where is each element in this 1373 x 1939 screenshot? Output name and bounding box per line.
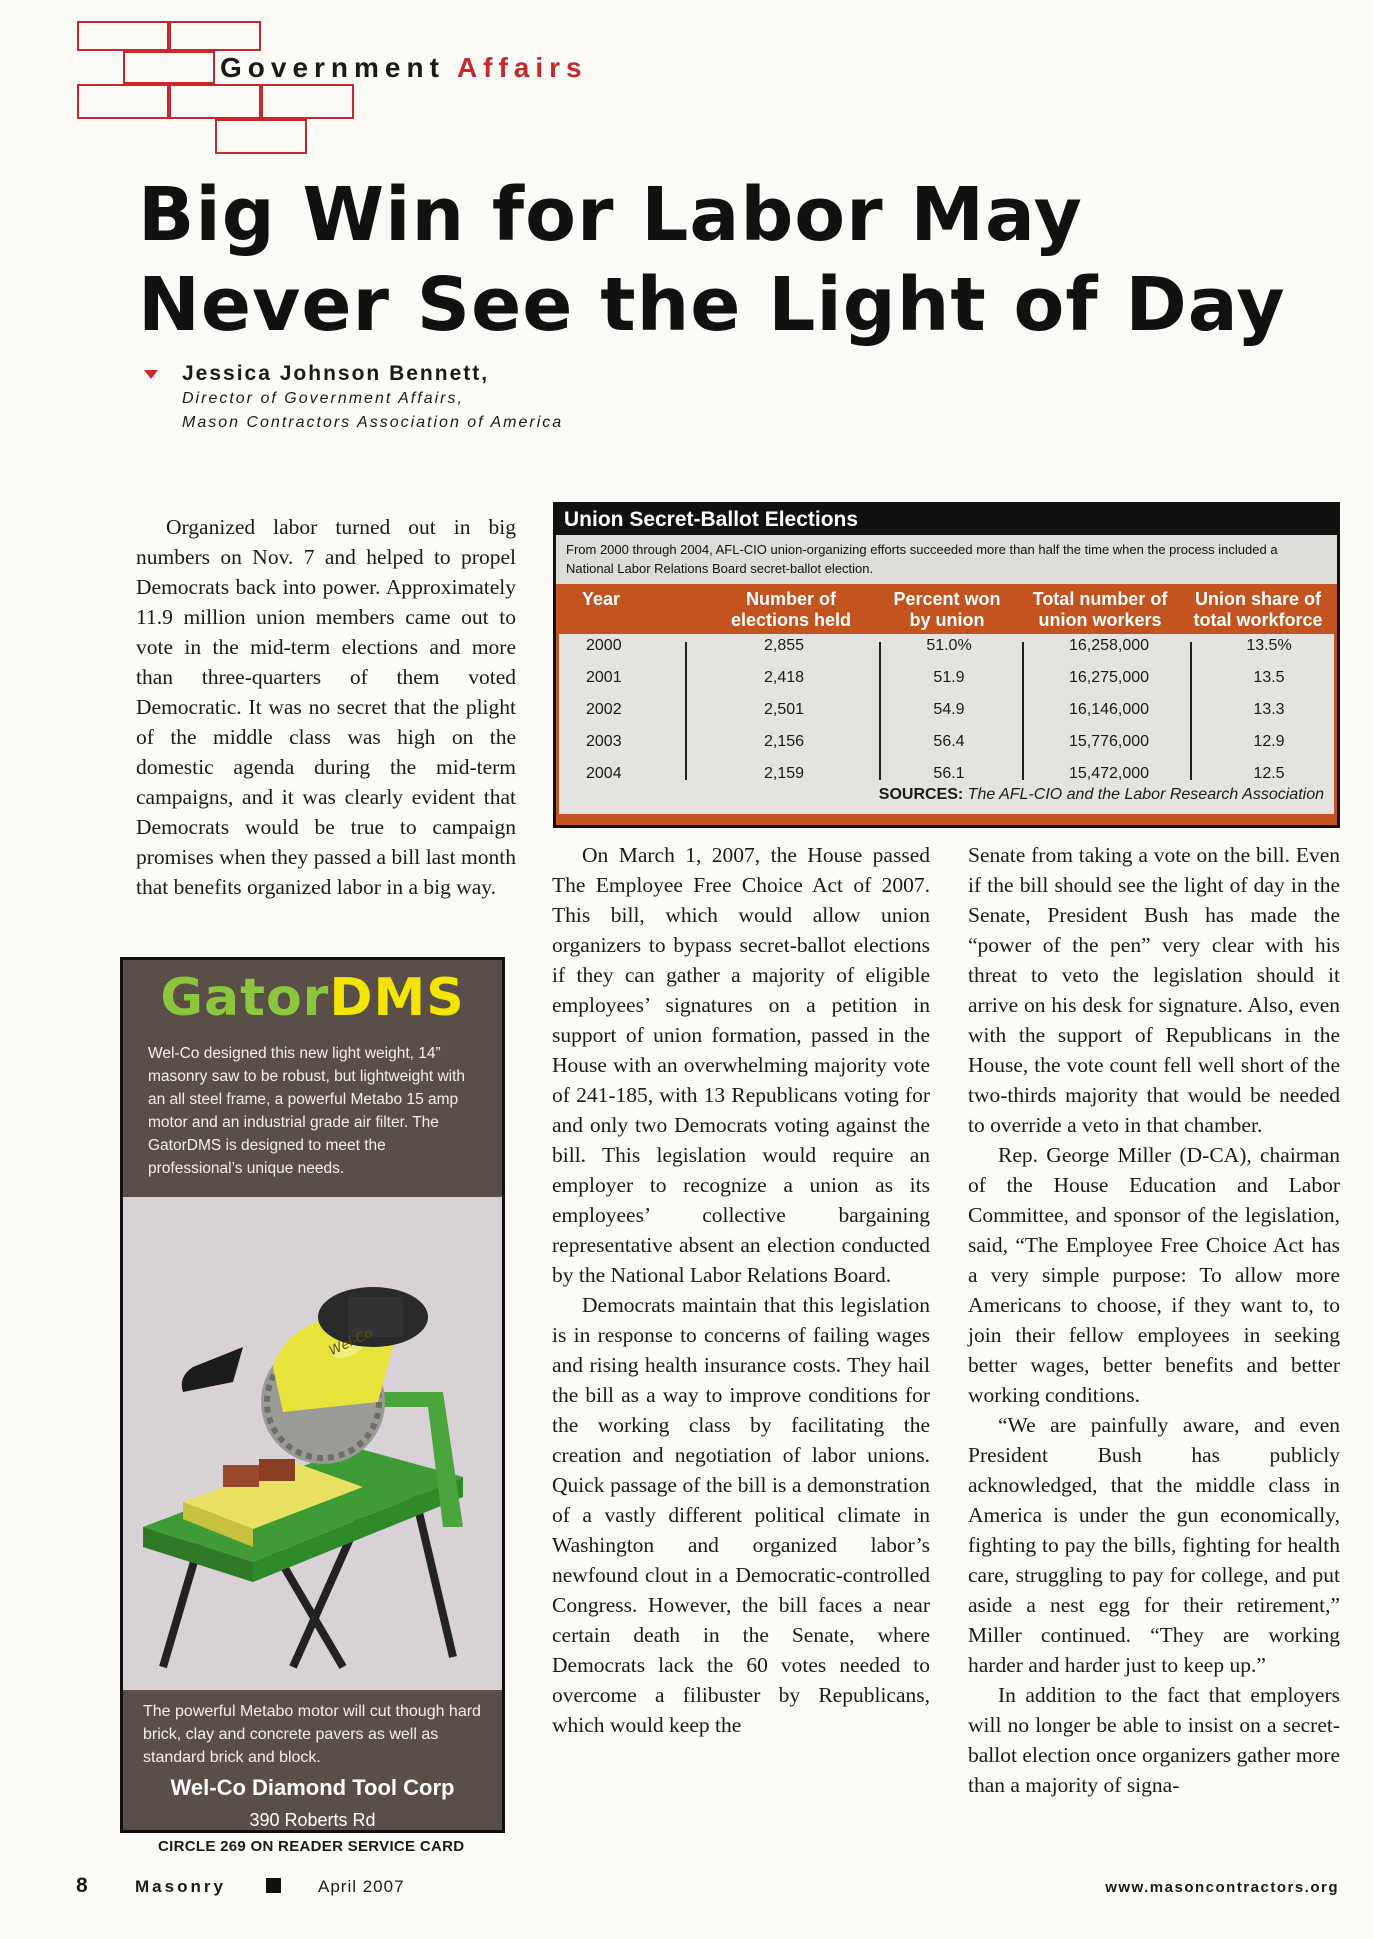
table-note: From 2000 through 2004, AFL-CIO union-organizing efforts succeeded more than half the time when the process included a National Labor Relations Board secret-ballot election. — [556, 535, 1337, 584]
author-title: Director of Government Affairs, — [182, 390, 464, 407]
col-header-union-share: Union share of total workforce — [1193, 589, 1323, 630]
col-header-elections: Number of elections held — [730, 589, 852, 630]
ad-tail-text: The powerful Metabo motor will cut though hard brick, clay and concrete pavers as well as standard brick and block. — [143, 1703, 481, 1766]
brick-decoration — [261, 84, 354, 119]
cell-total-workers: 15,472,000 — [1068, 765, 1150, 782]
cell-percent: 51.0% — [926, 637, 972, 654]
brick-decoration — [169, 21, 261, 51]
table-title: Union Secret-Ballot Elections — [556, 505, 1337, 535]
cell-union-share: 12.9 — [1253, 733, 1285, 750]
cell-elections: 2,501 — [763, 701, 805, 718]
cell-elections: 2,156 — [763, 733, 805, 750]
brick-decoration — [169, 84, 261, 119]
cell-union-share: 13.3 — [1253, 701, 1285, 718]
cell-total-workers: 16,275,000 — [1068, 669, 1150, 686]
section-label — [220, 52, 588, 84]
reader-service-note: CIRCLE 269 ON READER SERVICE CARD — [158, 1838, 465, 1855]
cell-union-share: 13.5 — [1253, 669, 1285, 686]
article-paragraph: Organized labor turned out in big numbers on Nov. 7 and helped to propel Democrats back into power. Approximately 11.9 million union members came out to vote in the mid-term elections and more than three-quarters of them voted Democratic. It was no secret that the plight of the middle class was high on the domestic agenda during the mid-term campaigns, and it was clearly evident that Democrats would be true to campaign promises when they passed a bill last month that benefits organized labor in a big way. — [136, 515, 516, 899]
gatordms-advertisement — [120, 957, 505, 1833]
cell-percent: 56.1 — [933, 765, 965, 782]
col-header-total-workers: Total number of union workers — [1032, 589, 1168, 630]
column-divider — [879, 642, 881, 780]
author-name: Jessica Johnson Bennett, — [182, 362, 490, 385]
union-elections-table — [553, 502, 1340, 828]
cell-total-workers: 15,776,000 — [1068, 733, 1150, 750]
cell-elections: 2,159 — [763, 765, 805, 782]
section-word-affairs: Affairs — [456, 52, 588, 83]
magazine-name: Masonry — [135, 1877, 226, 1896]
cell-year: 2002 — [586, 701, 622, 718]
masonry-saw-icon — [123, 1197, 502, 1690]
saw-brand-label: Wel-Co — [326, 1325, 376, 1360]
issue-date: April 2007 — [318, 1877, 405, 1896]
article-paragraph: “We are painfully aware, and even President Bush has publicly acknowledged, that the middle class in America is under the gun economically, fighting to pay the bills, fighting for health care, struggling to pay for college, and put aside a nest egg for their retirement,” Miller continued. “They are working harder and harder just to keep up.” — [968, 1413, 1340, 1677]
cell-union-share: 13.5% — [1246, 637, 1292, 654]
cell-year: 2000 — [586, 637, 622, 654]
ad-address-line: 390 Roberts Rd — [249, 1810, 376, 1830]
article-paragraph: On March 1, 2007, the House passed The Employee Free Choice Act of 2007. This bill, which would allow union organizers to bypass secret-ballot elections if they can gather a majority of eligible employees’ signatures on a petition in support of union formation, passed in the House with an overwhelming majority vote of 241-185, with 13 Republicans voting for and only two Democrats voting against the bill. This legislation would require an employer to recognize a union as its employees’ collective bargaining representative absent an election conducted by the National Labor Relations Board. — [552, 843, 930, 1287]
article-paragraph: Rep. George Miller (D-CA), chairman of the House Education and Labor Committee, and sponsor of the legislation, said, “The Employee Free Choice Act has a very simple purpose: To allow more Americans to choose, if they want to, to join their fellow employees in seeking better wages, better benefits and better working conditions. — [968, 1143, 1340, 1407]
brick-decoration — [77, 84, 169, 119]
column-divider — [1022, 642, 1024, 780]
article-column-3 — [968, 840, 1340, 1800]
article-paragraph: Democrats maintain that this legislation is in response to concerns of failing wages and rising health insurance costs. They hail the bill as a way to improve conditions for the working class by facilitating the creation and negotiation of labor unions. Quick passage of the bill is a demonstration of a vastly different political climate in Washington and organized labor’s newfound clout in a Democratic-controlled Congress. However, the bill faces a near certain death in the Senate, where Democrats lack the 60 votes needed to overcome a filibuster by Republicans, which would keep the — [552, 1293, 930, 1737]
cell-year: 2004 — [586, 765, 622, 782]
section-word-government: Government — [220, 52, 445, 83]
article-paragraph: In addition to the fact that employers will no longer be able to insist on a secret-ballot election once organizers gather more than a majority of signa- — [968, 1683, 1340, 1797]
cell-elections: 2,418 — [763, 669, 805, 686]
col-header-percent: Percent won by union — [893, 589, 1001, 630]
page-number: 8 — [76, 1874, 88, 1897]
sources-label: SOURCES: — [878, 786, 964, 803]
ad-company-name: Wel-Co Diamond Tool Corp — [170, 1775, 455, 1800]
cell-percent: 51.9 — [933, 669, 965, 686]
cell-year: 2003 — [586, 733, 622, 750]
cell-total-workers: 16,146,000 — [1068, 701, 1150, 718]
brick-decoration — [77, 21, 169, 51]
cell-union-share: 12.5 — [1253, 765, 1285, 782]
brick-decoration — [123, 51, 215, 84]
table-sources — [879, 786, 1324, 804]
cell-percent: 56.4 — [933, 733, 965, 750]
article-paragraph: Senate from taking a vote on the bill. Even if the bill should see the light of day in the Senate, President Bush has made the “power of the pen” very clear with his threat to veto the legislation should it arrive on his desk for signature. Also, even with the support of Republicans in the House, the vote count fell well short of the two-thirds majority that would be needed to override a veto in that chamber. — [968, 843, 1340, 1137]
column-divider — [1190, 642, 1192, 780]
square-separator-icon — [266, 1878, 281, 1893]
article-column-1 — [136, 512, 516, 902]
ad-brand-logo: GatorDMS — [160, 968, 465, 1028]
article-column-2 — [552, 840, 930, 1740]
ad-lead-text: Wel-Co designed this new light weight, 14” masonry saw to be robust, but lightweight with an all steel frame, a powerful Metabo 15 amp motor and an industrial grade air filter. The GatorDMS is designed to meet the professional’s unique needs. — [148, 1045, 466, 1177]
cell-elections: 2,855 — [763, 637, 805, 654]
author-organization: Mason Contractors Association of America — [182, 414, 564, 431]
cell-year: 2001 — [586, 669, 622, 686]
ad-address-city — [123, 1832, 502, 1833]
triangle-bullet-icon — [144, 370, 158, 379]
cell-percent: 54.9 — [933, 701, 965, 718]
brick-decoration — [215, 119, 307, 154]
table-body — [559, 634, 1334, 814]
cell-total-workers: 16,258,000 — [1068, 637, 1150, 654]
headline: Big Win for Labor May Never See the Light of Day — [138, 172, 1286, 348]
saw-product-photo — [123, 1197, 502, 1690]
column-divider — [685, 642, 687, 780]
sources-text: The AFL-CIO and the Labor Research Association — [967, 786, 1324, 803]
website-url: www.masoncontractors.org — [1105, 1879, 1339, 1896]
col-header-year: Year — [582, 589, 621, 609]
